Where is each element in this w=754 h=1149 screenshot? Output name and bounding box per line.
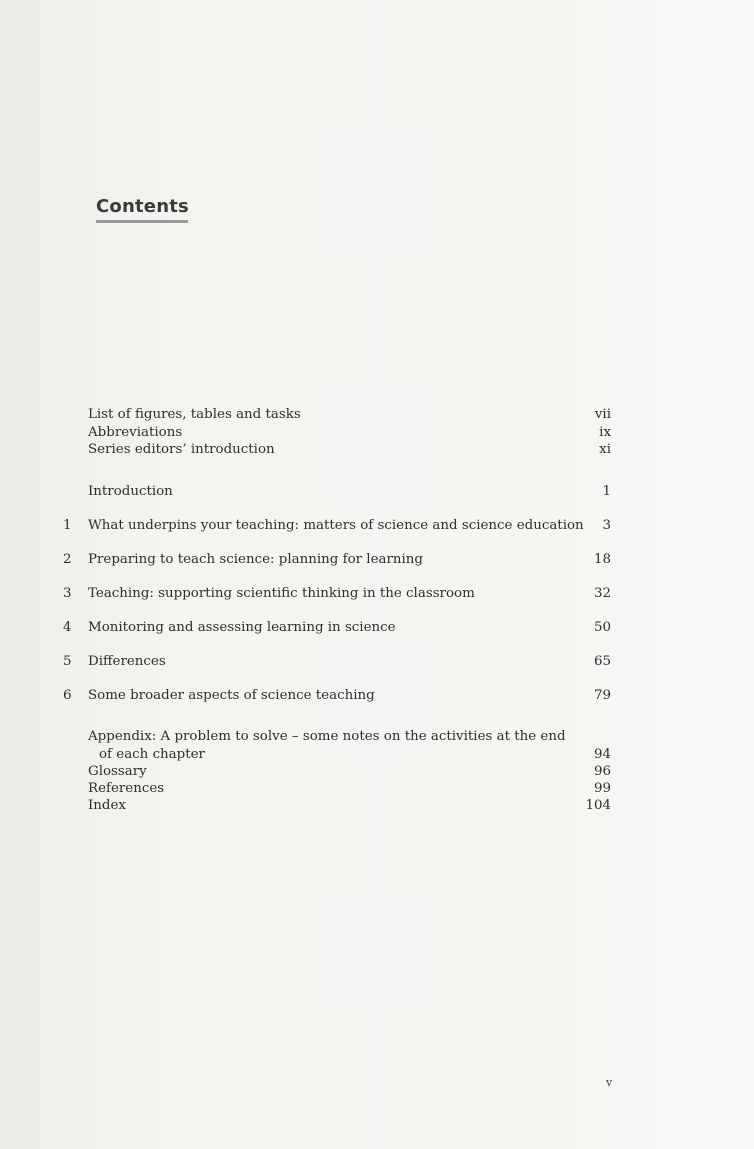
contents-heading <box>96 196 189 223</box>
toc-entry-title: Teaching: supporting scientific thinking in the classroom <box>88 586 475 601</box>
toc-entry-title: Appendix: A problem to solve – some notes on the activities at the end <box>88 729 566 744</box>
toc-entry-title: Some broader aspects of science teaching <box>88 688 375 703</box>
toc-entry-page: 32 <box>593 586 611 601</box>
toc-entry-title-continued: of each chapter <box>99 747 205 762</box>
toc-entry-title: Preparing to teach science: planning for learning <box>88 552 423 567</box>
page-title: Contents <box>96 196 189 217</box>
toc-entry-page: 18 <box>593 552 611 567</box>
toc-entry-page: 99 <box>593 781 611 796</box>
toc-entry-page: 50 <box>593 620 611 635</box>
toc-entry-title: References <box>88 781 165 796</box>
toc-entry-page: 96 <box>593 764 611 779</box>
toc-entry-page: 104 <box>585 798 611 813</box>
toc-entry-title: What underpins your teaching: matters of science and science education <box>88 518 584 533</box>
toc-entry-page: vii <box>594 407 611 422</box>
toc-entry-title: Glossary <box>88 764 147 779</box>
toc-entry-page: 65 <box>593 654 611 669</box>
toc-entry-page: ix <box>599 425 611 440</box>
chapter-number: 3 <box>63 586 72 601</box>
toc-entry-title: Abbreviations <box>88 425 183 440</box>
toc-entry-page: 79 <box>593 688 611 703</box>
chapter-number: 2 <box>63 552 72 567</box>
toc-entry-title: Series editors’ introduction <box>88 442 275 457</box>
chapter-number: 6 <box>63 688 72 703</box>
page-folio: v <box>606 1076 613 1089</box>
toc-entry-title: Index <box>88 798 126 813</box>
toc-entry-title: List of figures, tables and tasks <box>88 407 301 422</box>
toc-entry-title: Introduction <box>88 484 173 499</box>
heading-underline <box>96 220 188 223</box>
toc-entry-page: 3 <box>602 518 611 533</box>
chapter-number: 4 <box>63 620 72 635</box>
toc-entry-title: Monitoring and assessing learning in science <box>88 620 396 635</box>
toc-entry-page: xi <box>599 442 611 457</box>
toc-entry-title: Differences <box>88 654 166 669</box>
toc-entry-page: 94 <box>593 747 611 762</box>
toc-entry-page: 1 <box>602 484 611 499</box>
chapter-number: 1 <box>63 518 72 533</box>
chapter-number: 5 <box>63 654 72 669</box>
